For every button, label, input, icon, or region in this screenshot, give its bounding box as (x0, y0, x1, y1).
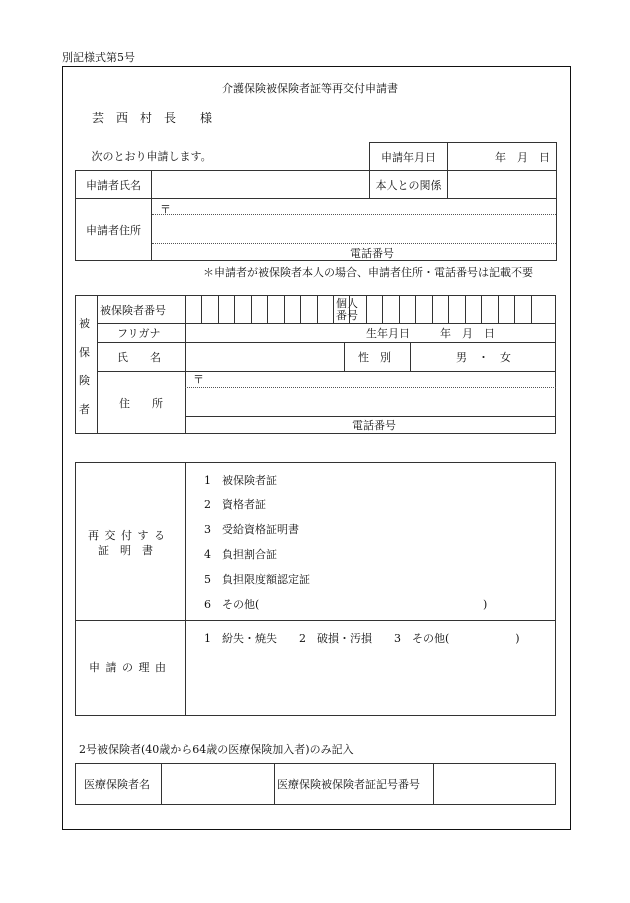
intro-cell (76, 143, 370, 171)
insured-char-3: 険 (79, 374, 90, 387)
personal-number-field[interactable] (350, 296, 555, 322)
form-number: 別記様式第5号 (62, 51, 135, 64)
applicant-note: ＊申請者が被保険者本人の場合、申請者住所・電話番号は記載不要 (203, 266, 533, 279)
insurer-name-label: 医療保険者名 (84, 778, 150, 791)
insured-address-field[interactable] (186, 372, 555, 415)
furigana-label: フリガナ (117, 327, 161, 340)
insured-char-1: 被 (79, 317, 90, 330)
date-label: 申請年月日 (370, 143, 448, 171)
birth-value[interactable]: 年 月 日 (440, 327, 495, 340)
postal-mark: 〒 (160, 203, 171, 216)
reissue-item-6-close: ) (483, 598, 488, 611)
personal-number-label-1: 個人 (336, 297, 358, 310)
addressee: 芸 西 村 長 様 (92, 111, 213, 125)
reissue-block (75, 462, 556, 716)
insured-number-field[interactable] (186, 296, 331, 322)
insured-char-4: 者 (79, 403, 90, 416)
insured-char-2: 保 (79, 346, 90, 359)
sex-label: 性 別 (358, 351, 391, 364)
reissue-item-1[interactable]: 1 被保険者証 (204, 474, 277, 487)
applicant-name-field[interactable] (152, 171, 370, 199)
form-title: 介護保険被保険者証等再交付申請書 (222, 82, 398, 95)
insured-address-label: 住 所 (119, 397, 163, 410)
applicant-address-label: 申請者住所 (76, 199, 152, 261)
relation-label: 本人との関係 (370, 171, 448, 199)
insured-number-label: 被保険者番号 (100, 304, 166, 317)
date-value: 年 月 日 (495, 150, 550, 164)
furigana-field[interactable] (186, 324, 362, 341)
reissue-item-6[interactable]: 6 その他( (204, 598, 260, 611)
relation-field[interactable] (448, 171, 557, 199)
reason-options[interactable]: 1 紛失・焼失 2 破損・汚損 3 その他( ) (204, 632, 520, 645)
no2-note: 2号被保険者(40歳から64歳の医療保険加入者)のみ記入 (79, 743, 354, 756)
reissue-label-1: 再 交 付 す る (88, 529, 166, 542)
sex-value[interactable]: 男 ・ 女 (456, 351, 511, 364)
intro-text: 次のとおり申請します。 (91, 150, 212, 164)
date-field[interactable] (448, 143, 557, 171)
reissue-label-2: 証 明 書 (98, 544, 153, 557)
applicant-table (75, 142, 557, 261)
reissue-item-5[interactable]: 5 負担限度額認定証 (204, 573, 310, 586)
reason-label: 申 請 の 理 由 (89, 661, 167, 674)
reissue-item-4[interactable]: 4 負担割合証 (204, 548, 277, 561)
applicant-name-label: 申請者氏名 (76, 171, 152, 199)
applicant-address-field[interactable] (152, 199, 557, 261)
insured-phone-label: 電話番号 (352, 419, 396, 432)
insured-postal-mark: 〒 (193, 373, 204, 386)
applicant-phone-label: 電話番号 (350, 247, 394, 260)
birth-label: 生年月日 (366, 327, 410, 340)
insured-name-label: 氏 名 (117, 351, 161, 364)
insured-name-field[interactable] (186, 343, 343, 370)
reissue-item-2[interactable]: 2 資格者証 (204, 498, 266, 511)
insurance-symbol-label: 医療保険被保険者証記号番号 (277, 778, 420, 791)
personal-number-label-2: 番号 (336, 309, 358, 322)
reissue-item-3[interactable]: 3 受給資格証明書 (204, 523, 299, 536)
insurer-name-field[interactable] (162, 764, 273, 804)
insurance-symbol-field[interactable] (434, 764, 555, 804)
